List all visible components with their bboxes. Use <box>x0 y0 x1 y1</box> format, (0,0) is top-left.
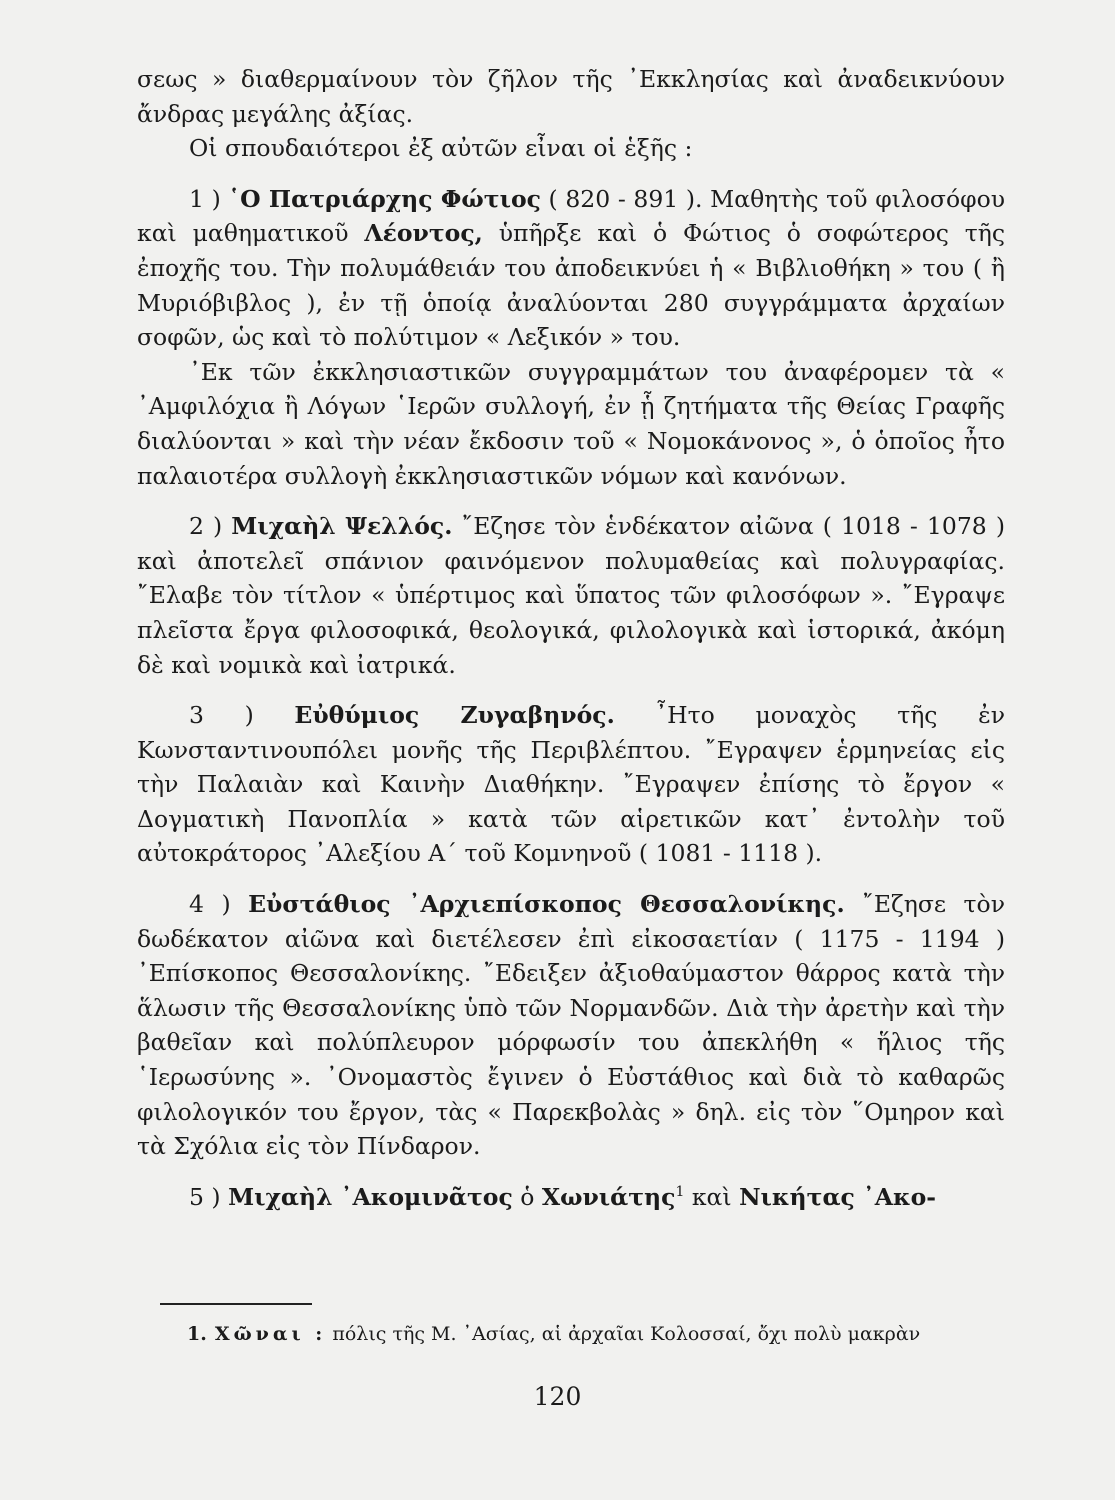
entry-text: ὁ <box>512 1182 542 1211</box>
entry-number: 2 ) <box>189 512 232 541</box>
paragraph-text: Οἱ σπουδαιότεροι ἐξ αὐτῶν εἶναι οἱ ἑξῆς : <box>189 134 693 163</box>
footnote-marker: 1. <box>187 1323 207 1345</box>
entry-number: 5 ) <box>189 1182 229 1211</box>
entry-number: 4 ) <box>189 890 249 919</box>
paragraph-text: ᾿Εκ τῶν ἐκκλησιαστικῶν συγγραμμάτων του ἀναφέρομεν τὰ « ᾿Αμφιλόχια ἢ Λόγων ῾Ιερῶν συλλογή, ἐν ᾗ ζητήματα τῆς Θείας Γραφῆς διαλύονται » καὶ τὴν νέαν ἔκδοσιν τοῦ « Νομοκάνονος », ὁ ὁποῖος ἦτο παλαιοτέρα συλλογὴ ἐκκλησιαστικῶν νόμων καὶ κανόνων. <box>137 357 1005 490</box>
entry-psellos <box>137 509 1005 682</box>
paragraph-list-intro <box>137 131 1005 166</box>
entry-text: ῎Εζησε τὸν ἑνδέκατον αἰῶνα ( 1018 - 1078 ) καὶ ἀποτελεῖ σπάνιον φαινόμενον πολυμαθείας καὶ πολυγραφίας. ῎Ελαβε τὸν τίτλον « ὑπέρτιμος καὶ ὕπατος τῶν φιλοσόφων ». ῎Εγραψε πλεῖστα ἔργα φιλοσοφικά, θεολογικά, φιλολογικὰ καὶ ἱστορικά, ἀκόμη δὲ καὶ νομικὰ καὶ ἰατρικά. <box>137 512 1005 679</box>
entry-text: ( 820 - 891 ). Μαθητὴς τοῦ φιλοσόφου καὶ μαθηματικοῦ <box>137 184 1006 248</box>
entry-text: ῏Ητο μοναχὸς τῆς ἐν Κωνσταντινουπόλει μονῆς τῆς Περιβλέπτου. ῎Εγραψεν ἑρμηνείας εἰς τὴν Παλαιὰν καὶ Καινὴν Διαθήκην. ῎Εγραψεν ἐπίσης τὸ ἔργον « Δογματικὴ Πανοπλία » κατὰ τῶν αἱρετικῶν κατ᾿ ἐντολὴν τοῦ αὐτοκράτορος ᾿Αλεξίου Α΄ τοῦ Κομνηνοῦ ( 1081 - 1118 ). <box>137 701 1006 868</box>
body-text <box>137 62 1005 1214</box>
entry-eustathios <box>137 887 1005 1164</box>
footnote-divider <box>160 1303 312 1305</box>
page-number: 120 <box>533 1382 582 1411</box>
entry-name: Μιχαὴλ Ψελλός. <box>231 512 453 541</box>
footnote <box>187 1320 1007 1348</box>
entry-text: καὶ <box>684 1182 740 1211</box>
entry-photios <box>137 182 1005 355</box>
entry-number: 1 ) <box>189 184 229 213</box>
entry-name: Εὐστάθιος ᾿Αρχιεπίσκοπος Θεσσαλονίκης. <box>248 890 845 919</box>
paragraph-photios-works <box>137 355 1005 493</box>
paragraph-intro-continuation <box>137 62 1005 131</box>
entry-name: ῾Ο Πατριάρχης Φώτιος <box>228 184 541 213</box>
footnote-text: πόλις τῆς Μ. ᾿Ασίας, αἱ ἀρχαῖαι Κολοσσαί, ὄχι πολὺ μακρὰν <box>326 1323 921 1345</box>
entry-name-tertiary: Νικήτας ᾿Ακο- <box>739 1182 937 1211</box>
footnote-term: Χῶναι : <box>214 1323 327 1345</box>
entry-name-secondary: Λέοντος, <box>364 219 483 248</box>
entry-zygavinos <box>137 698 1005 871</box>
paragraph-text: σεως » διαθερμαίνουν τὸν ζῆλον τῆς ᾿Εκκλησίας καὶ ἀναδεικνύουν ἄνδρας μεγάλης ἀξίας. <box>137 65 1005 128</box>
entry-name: Εὐθύμιος Ζυγαβηνός. <box>294 701 615 730</box>
entry-number: 3 ) <box>189 701 295 730</box>
entry-text: ῎Εζησε τὸν δωδέκατον αἰῶνα καὶ διετέλεσεν ἐπὶ εἰκοσαετίαν ( 1175 - 1194 ) ᾿Επίσκοπος Θεσσαλονίκης. ῎Εδειξεν ἀξιοθαύμαστον θάρρος κατὰ τὴν ἅλωσιν τῆς Θεσσαλονίκης ὑπὸ τῶν Νορμανδῶν. Διὰ τὴν ἀρετὴν καὶ τὴν βαθεῖαν καὶ πολύπλευρον μόρφωσίν του ἀπεκλήθη « ἥλιος τῆς ῾Ιερωσύνης ». ᾿Ονομαστὸς ἔγινεν ὁ Εὐστάθιος καὶ διὰ τὸ καθαρῶς φιλολογικόν του ἔργον, τὰς « Παρεκβολὰς » δηλ. εἰς τὸν ῞Ομηρον καὶ τὰ Σχόλια εἰς τὸν Πίνδαρον. <box>137 890 1005 1161</box>
entry-name: Μιχαὴλ ᾿Ακομινᾶτος <box>228 1182 513 1211</box>
entry-akominatos <box>137 1180 1005 1215</box>
footnote-reference: 1 <box>675 1183 685 1200</box>
entry-name-secondary: Χωνιάτης <box>541 1182 676 1211</box>
entry-text: ὑπῆρξε καὶ ὁ Φώτιος ὁ σοφώτερος τῆς ἐποχῆς του. Τὴν πολυμάθειάν του ἀποδεικνύει ἡ « Βιβλιοθήκη » του ( ἢ Μυριόβιβλος ), ἐν τῇ ὁποίᾳ ἀναλύονται 280 συγγράμματα ἀρχαίων σοφῶν, ὡς καὶ τὸ πολύτιμον « Λεξικόν » του. <box>137 219 1006 352</box>
